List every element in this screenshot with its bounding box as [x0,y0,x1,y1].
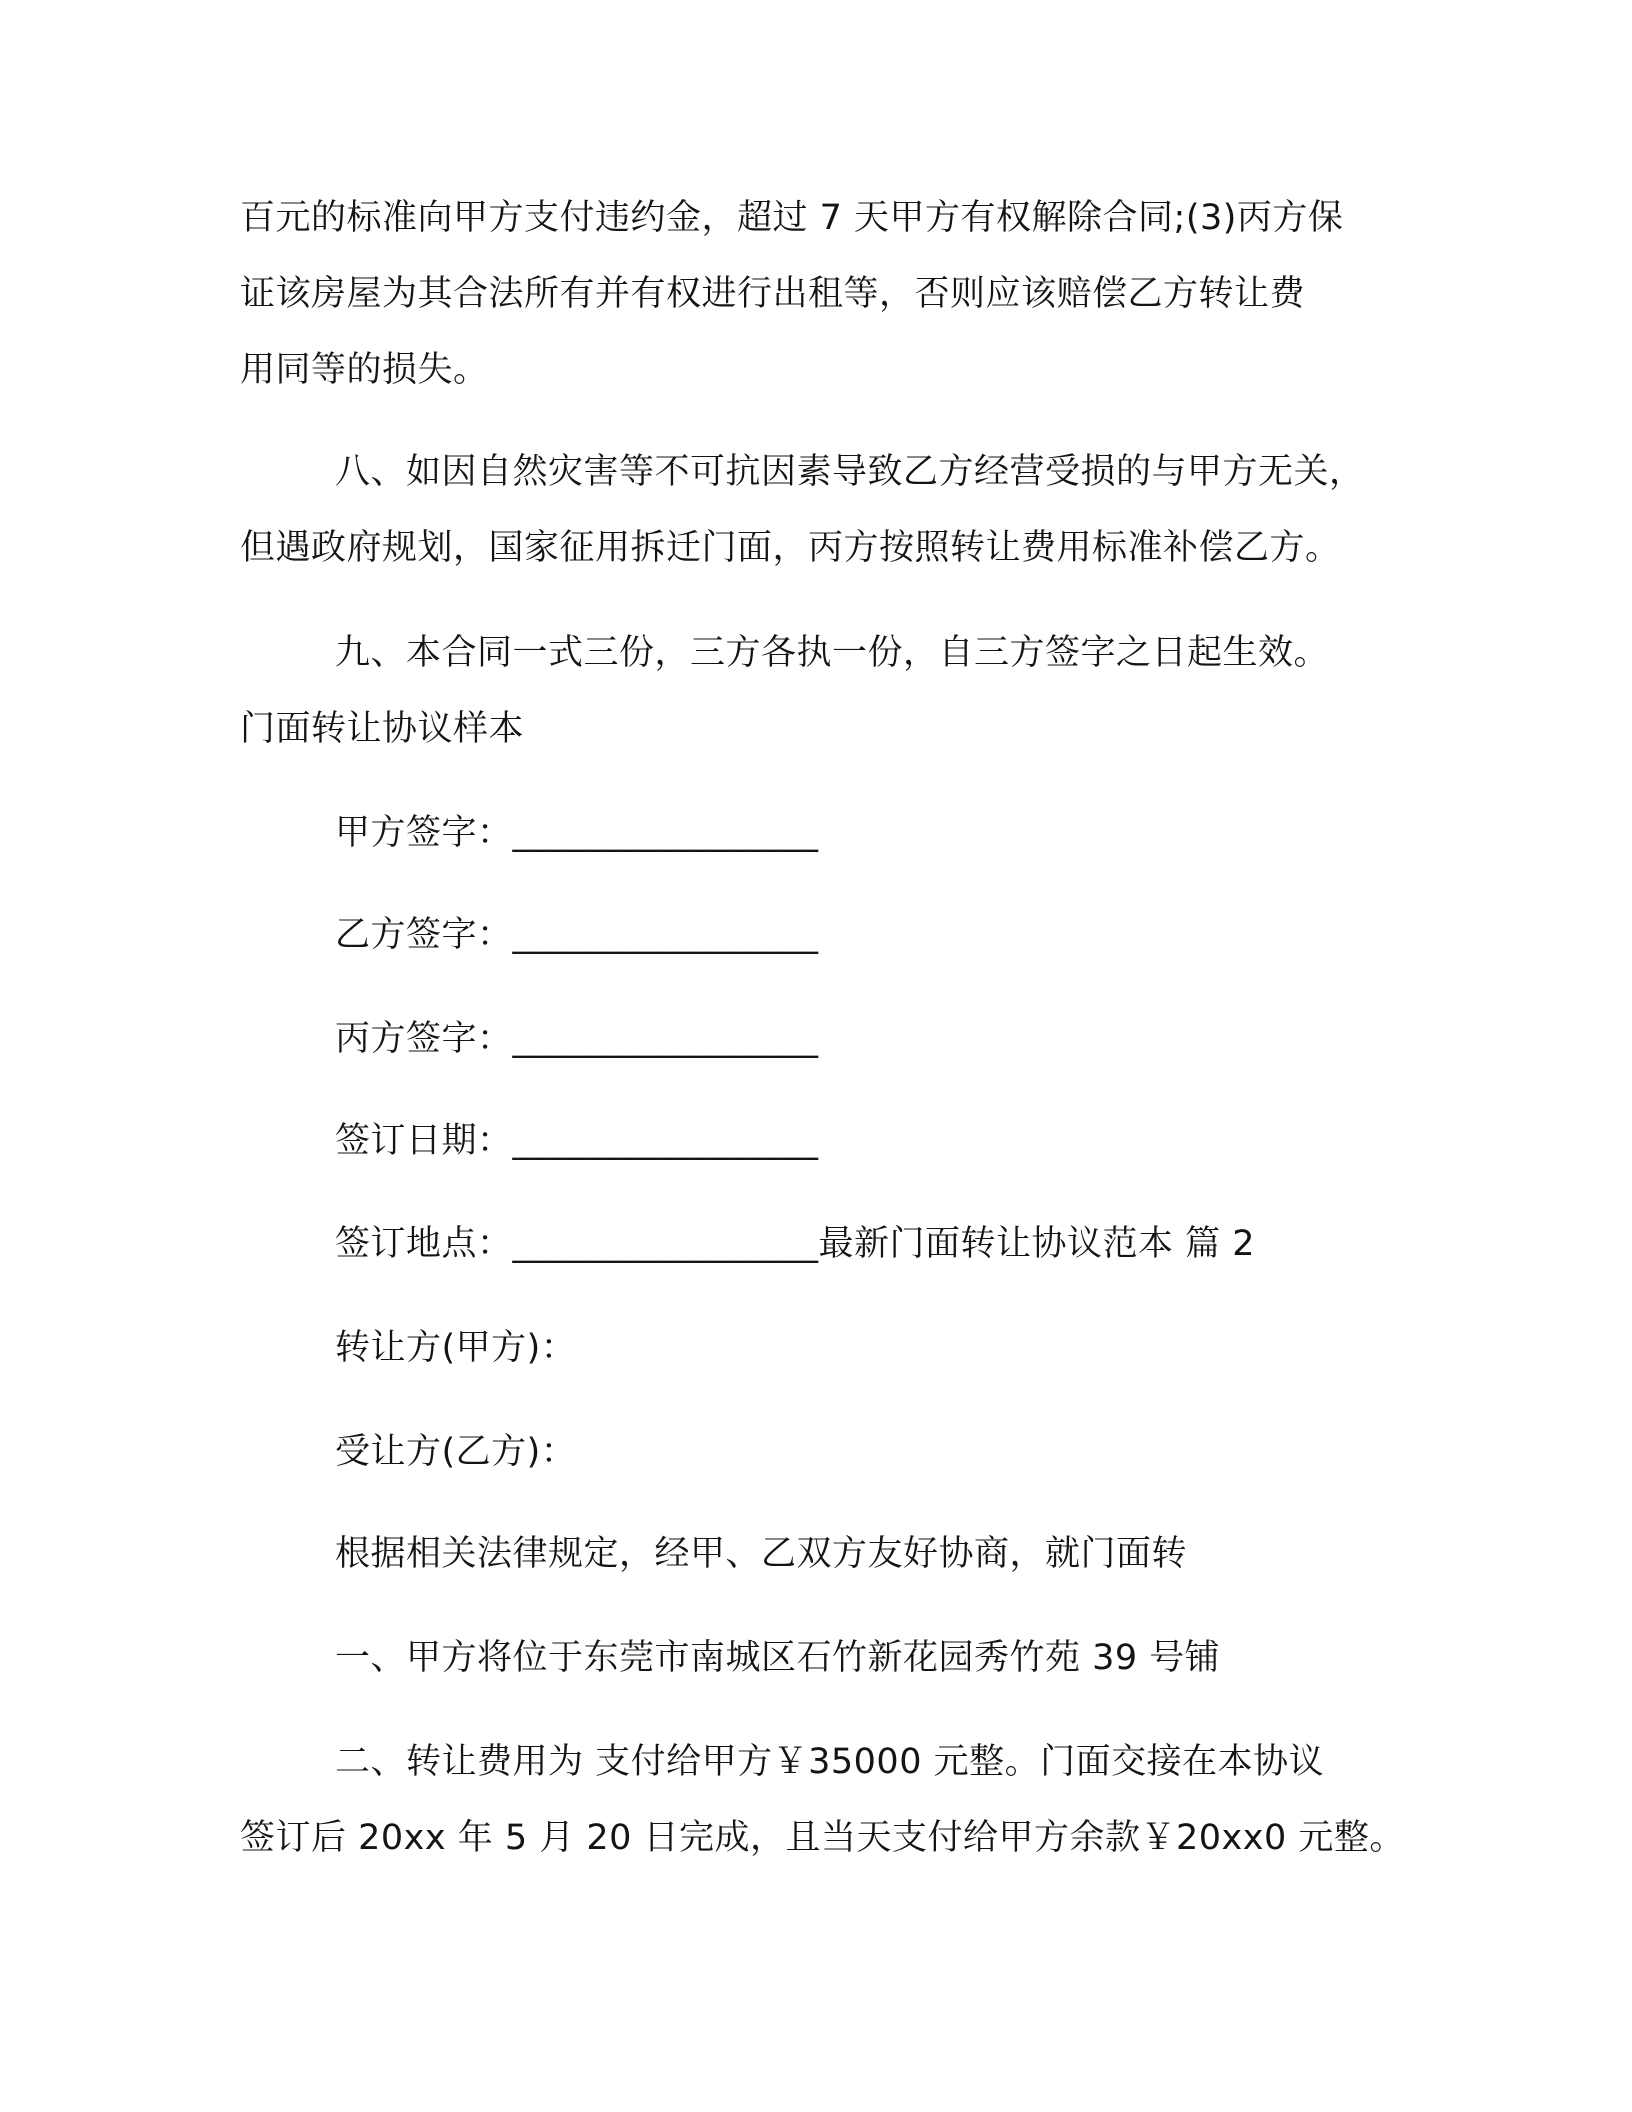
paragraph-7-line-1: 百元的标准向甲方支付违约金，超过 7 天甲方有权解除合同;(3)丙方保 [240,198,1344,238]
clause-9: 九、本合同一式三份，三方各执一份，自三方签字之日起生效。 [335,633,1330,673]
signing-location: 签订地点：_________________最新门面转让协议范本 篇 2 [335,1224,1256,1264]
transferee-party-b: 受让方(乙方)： [335,1432,577,1472]
party-a-signature: 甲方签字：_________________ [335,813,819,853]
article-1: 一、甲方将位于东莞市南城区石竹新花园秀竹苑 39 号铺 [335,1638,1221,1678]
article-2-line-2: 签订后 20xx 年 5 月 20 日完成，且当天支付给甲方余款￥20xx0 元整。 [240,1818,1405,1858]
clause-8-line-2: 但遇政府规划，国家征用拆迁门面，丙方按照转让费用标准补偿乙方。 [240,528,1341,568]
party-c-signature: 丙方签字：_________________ [335,1019,819,1059]
paragraph-7-line-3: 用同等的损失。 [240,350,489,390]
transferor-party-a: 转让方(甲方)： [335,1328,577,1368]
clause-8-line-1: 八、如因自然灾害等不可抗因素导致乙方经营受损的与甲方无关， [335,452,1365,492]
article-2-line-1: 二、转让费用为 支付给甲方￥35000 元整。门面交接在本协议 [335,1742,1325,1782]
sample-title: 门面转让协议样本 [240,709,525,749]
paragraph-7-line-2: 证该房屋为其合法所有并有权进行出租等，否则应该赔偿乙方转让费 [240,274,1306,314]
signing-date: 签订日期：_________________ [335,1121,819,1161]
party-b-signature: 乙方签字：_________________ [335,915,819,955]
legal-basis: 根据相关法律规定，经甲、乙双方友好协商，就门面转 [335,1534,1188,1574]
